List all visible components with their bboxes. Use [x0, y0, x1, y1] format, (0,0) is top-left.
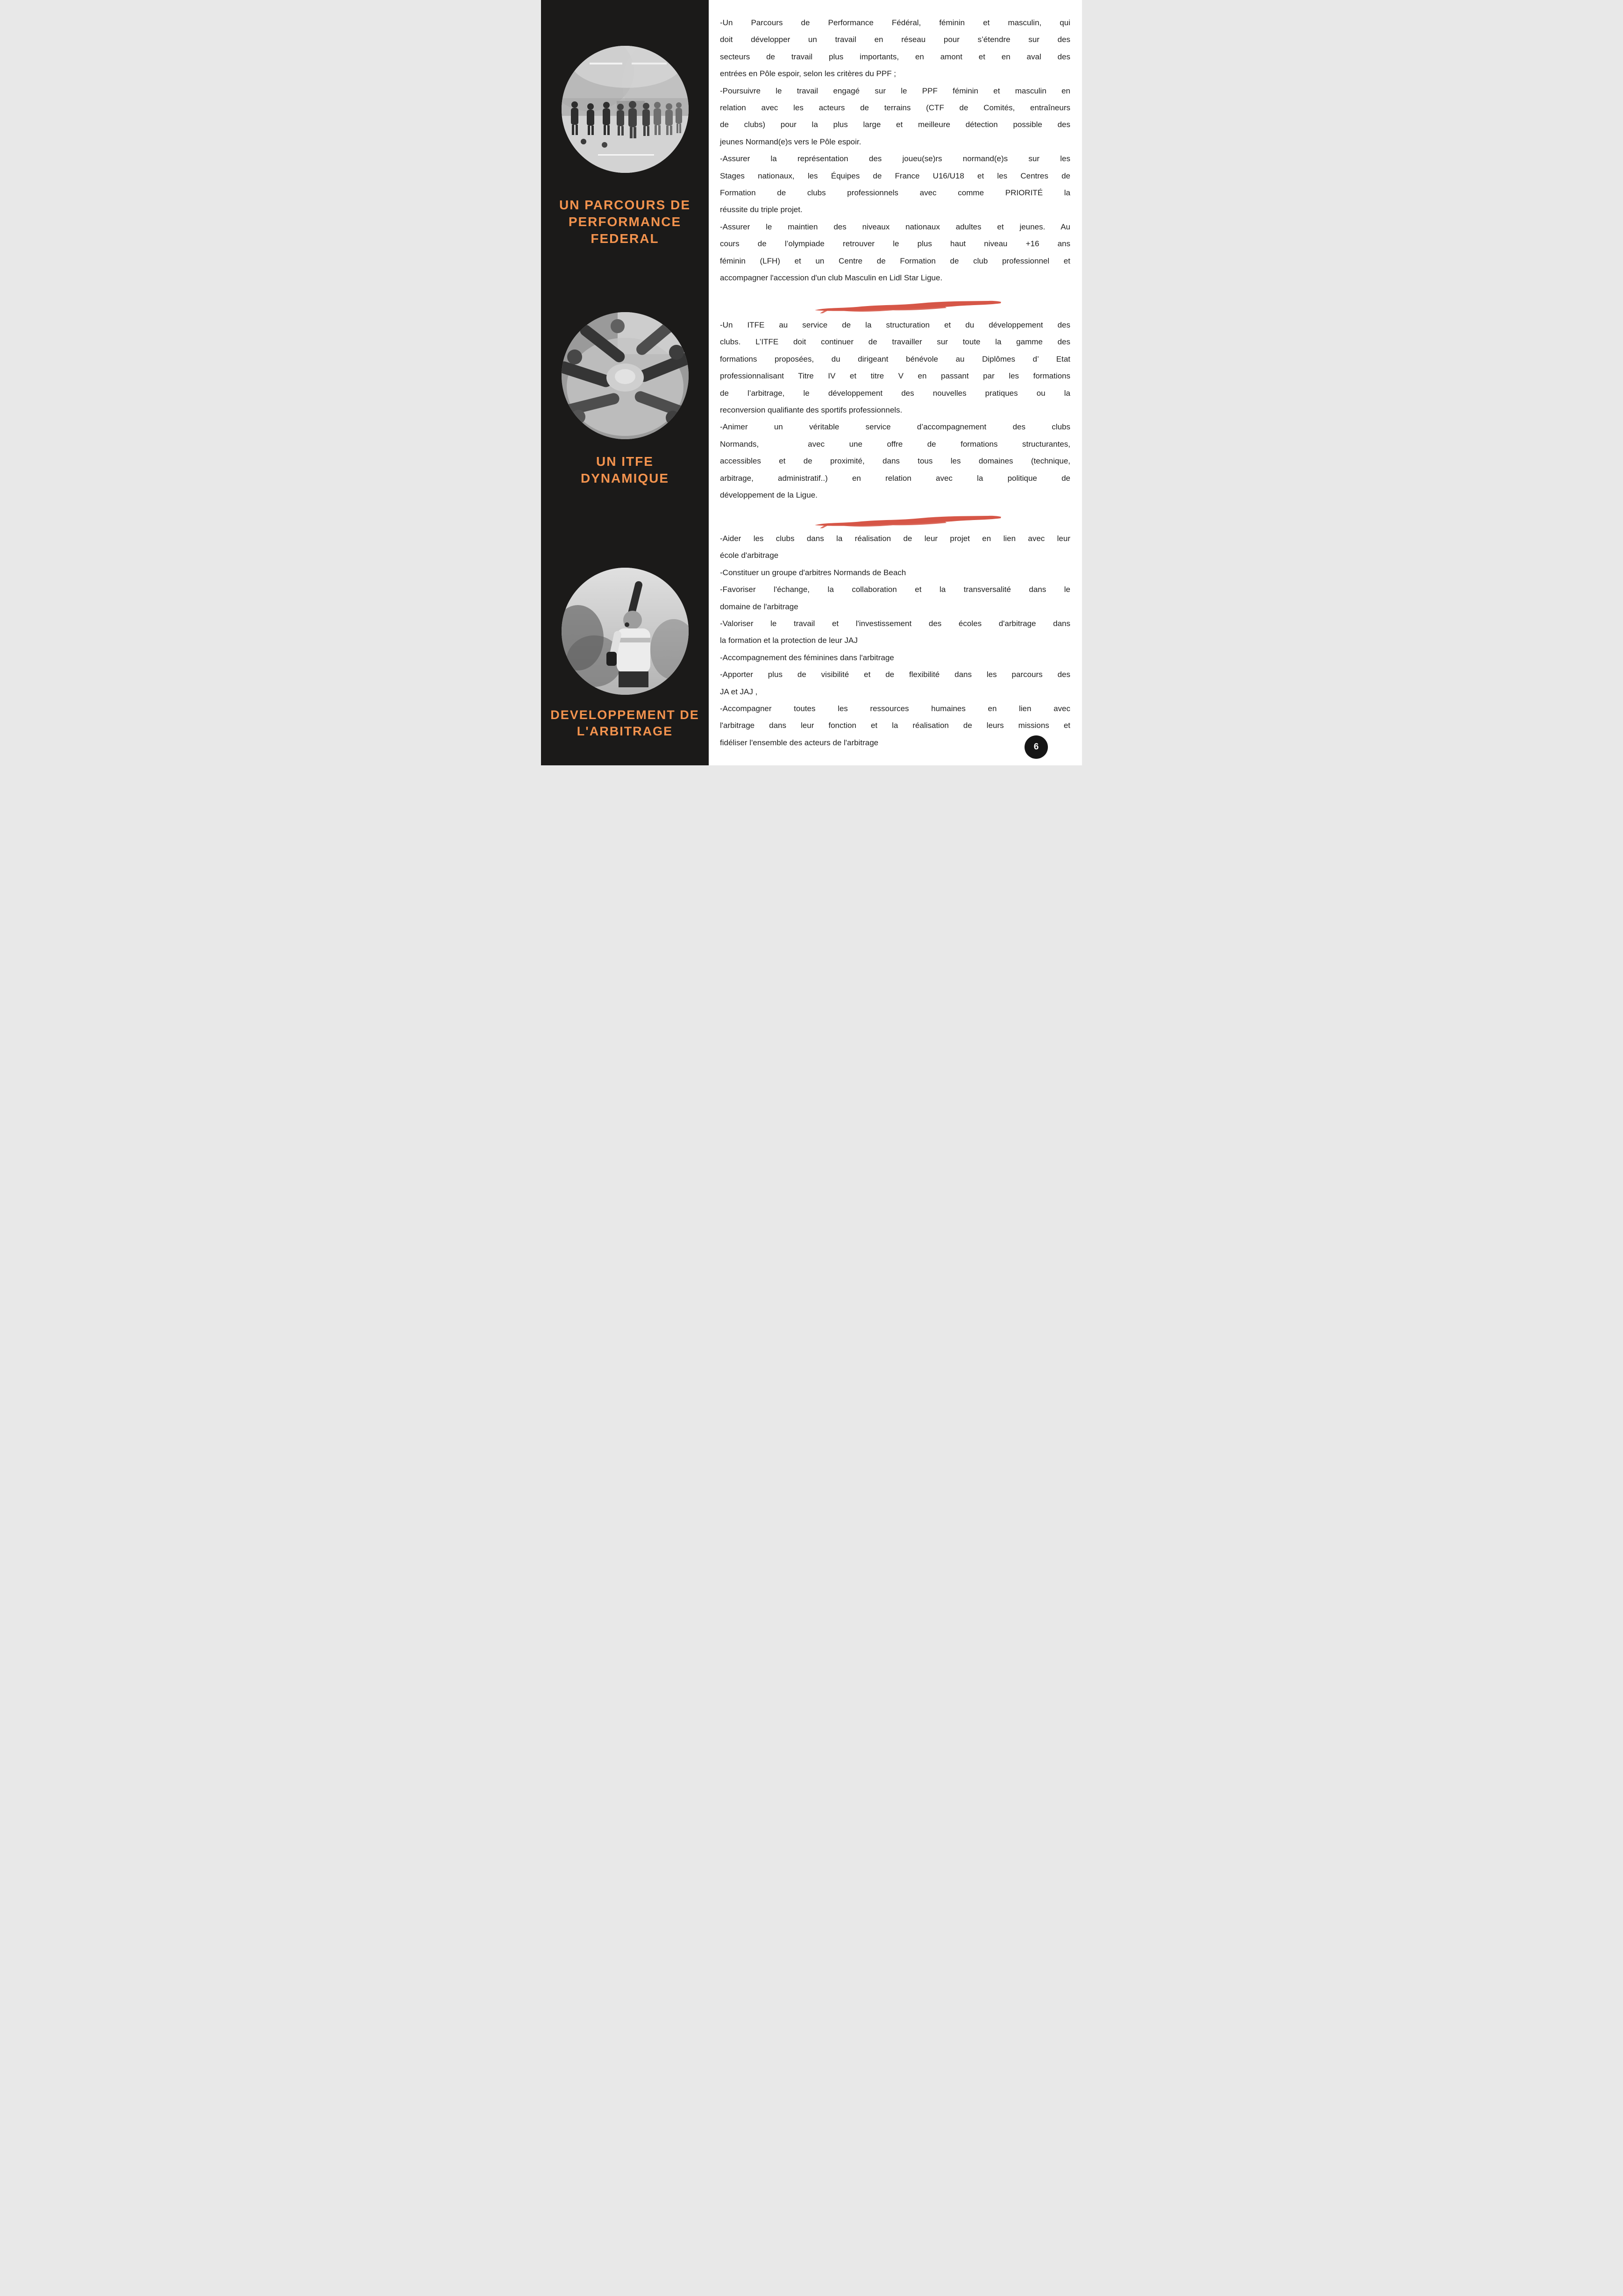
text-line: de l’arbitrage, le développement des nouvelles pratiques ou la — [720, 388, 1070, 398]
text-line: -Poursuivre le travail engagé sur le PPF féminin et masculin en — [720, 86, 1070, 95]
text-line: secteurs de travail plus importants, en amont et en aval des — [720, 52, 1070, 61]
text-line: relation avec les acteurs de terrains (CTF de Comités, entraîneurs — [720, 103, 1070, 113]
text-line: -Apporter plus de visibilité et de flexibilité dans les parcours des — [720, 670, 1070, 679]
text-line: féminin (LFH) et un Centre de Formation de club professionnel et — [720, 256, 1070, 265]
text-line: cours de l’olympiade retrouver le plus haut niveau +16 ans — [720, 239, 1070, 249]
paragraph — [720, 581, 1070, 615]
text-line: -Animer un véritable service d’accompagnement des clubs — [720, 422, 1070, 432]
handball-training-group-photo — [562, 46, 689, 173]
text-line: -Assurer le maintien des niveaux nationaux adultes et jeunes. Au — [720, 222, 1070, 231]
brush-stroke-divider — [813, 513, 1003, 530]
text-line: développement de la Ligue. — [720, 491, 818, 500]
sidebar-heading-developpement-arbitrage: DEVELOPPEMENT DE L'ARBITRAGE — [550, 708, 699, 738]
paragraph — [720, 666, 1070, 700]
text-line: fidéliser l'ensemble des acteurs de l'arbitrage — [720, 738, 879, 747]
paragraph — [720, 219, 1070, 287]
text-line: domaine de l'arbitrage — [720, 602, 798, 611]
text-line: accessibles et de proximité, dans tous les domaines (technique, — [720, 456, 1070, 466]
paragraph — [720, 14, 1070, 83]
text-line: Normands, avec une offre de formations structurantes, — [720, 439, 1070, 449]
text-line: -Un ITFE au service de la structuration et du développement des — [720, 321, 1070, 329]
text-line: -Favoriser l'échange, la collaboration et la transversalité dans le — [720, 585, 1070, 594]
sidebar-heading-itfe-dynamique: UN ITFE DYNAMIQUE — [580, 454, 669, 485]
text-line: -Assurer la représentation des joueu(se)rs normand(e)s sur les — [720, 154, 1070, 164]
text-line: l'arbitrage dans leur fonction et la réalisation de leurs missions et — [720, 721, 1070, 730]
referee-illustration — [562, 568, 689, 695]
text-block-parcours-performance — [720, 14, 1070, 287]
gym-scene-illustration — [562, 46, 689, 173]
text-line: la formation et la protection de leur JAJ — [720, 636, 858, 645]
text-line: professionnalisant Titre IV et titre V en passant par les formations — [720, 371, 1070, 381]
text-line: école d'arbitrage — [720, 551, 779, 560]
text-line: reconversion qualifiante des sportifs professionnels. — [720, 406, 903, 415]
text-line: JA et JAJ , — [720, 687, 758, 696]
text-line: clubs. L’ITFE doit continuer de travailler sur toute la gamme des — [720, 337, 1070, 347]
paragraph — [720, 700, 1070, 751]
paragraph — [720, 530, 1070, 564]
text-line: arbitrage, administratif..) en relation avec la politique de — [720, 473, 1070, 483]
text-line: jeunes Normand(e)s vers le Pôle espoir. — [720, 137, 861, 146]
text-line: Formation de clubs professionnels avec comme PRIORITÉ la — [720, 188, 1070, 198]
page-number: 6 — [1033, 742, 1039, 752]
text-line: -Accompagner toutes les ressources humaines en lien avec — [720, 704, 1070, 713]
text-line: entrées en Pôle espoir, selon les critères du PPF ; — [720, 69, 897, 78]
paragraph — [720, 317, 1070, 419]
left-sidebar — [541, 0, 709, 765]
text-line: doit développer un travail en réseau pour s’étendre sur des — [720, 35, 1070, 44]
paragraph — [720, 615, 1070, 649]
hands-huddle-illustration — [562, 312, 689, 439]
brush-stroke-divider — [813, 298, 1003, 315]
paragraph — [720, 419, 1070, 504]
text-line: réussite du triple projet. — [720, 205, 803, 214]
paragraph — [720, 83, 1070, 151]
sidebar-heading-parcours-performance-federal: UN PARCOURS DE PERFORMANCE FEDERAL — [559, 198, 691, 246]
text-line: Stages nationaux, les Équipes de France U16/U18 et les Centres de — [720, 171, 1070, 180]
text-block-arbitrage — [720, 530, 1070, 751]
text-line: -Constituer un groupe d'arbitres Normands de Beach — [720, 568, 906, 577]
text-line: de clubs) pour la plus large et meilleure détection possible des — [720, 120, 1070, 129]
text-line: formations proposées, du dirigeant bénévole au Diplômes d’ Etat — [720, 354, 1070, 364]
text-line: accompagner l'accession d'un club Masculin en Lidl Star Ligue. — [720, 273, 943, 283]
text-line: -Aider les clubs dans la réalisation de leur projet en lien avec leur — [720, 534, 1070, 543]
page-number-badge — [1025, 735, 1048, 759]
referee-raised-arm-photo — [562, 568, 689, 695]
text-block-itfe — [720, 317, 1070, 504]
text-line: -Valoriser le travail et l'investissement des écoles d'arbitrage dans — [720, 619, 1070, 628]
document-page — [541, 0, 1082, 765]
paragraph — [720, 150, 1070, 219]
paragraph — [720, 649, 1070, 666]
team-hands-huddle-photo — [562, 312, 689, 439]
paragraph — [720, 564, 1070, 581]
text-line: -Un Parcours de Performance Fédéral, féminin et masculin, qui — [720, 18, 1070, 27]
text-line: -Accompagnement des féminines dans l'arbitrage — [720, 653, 894, 662]
